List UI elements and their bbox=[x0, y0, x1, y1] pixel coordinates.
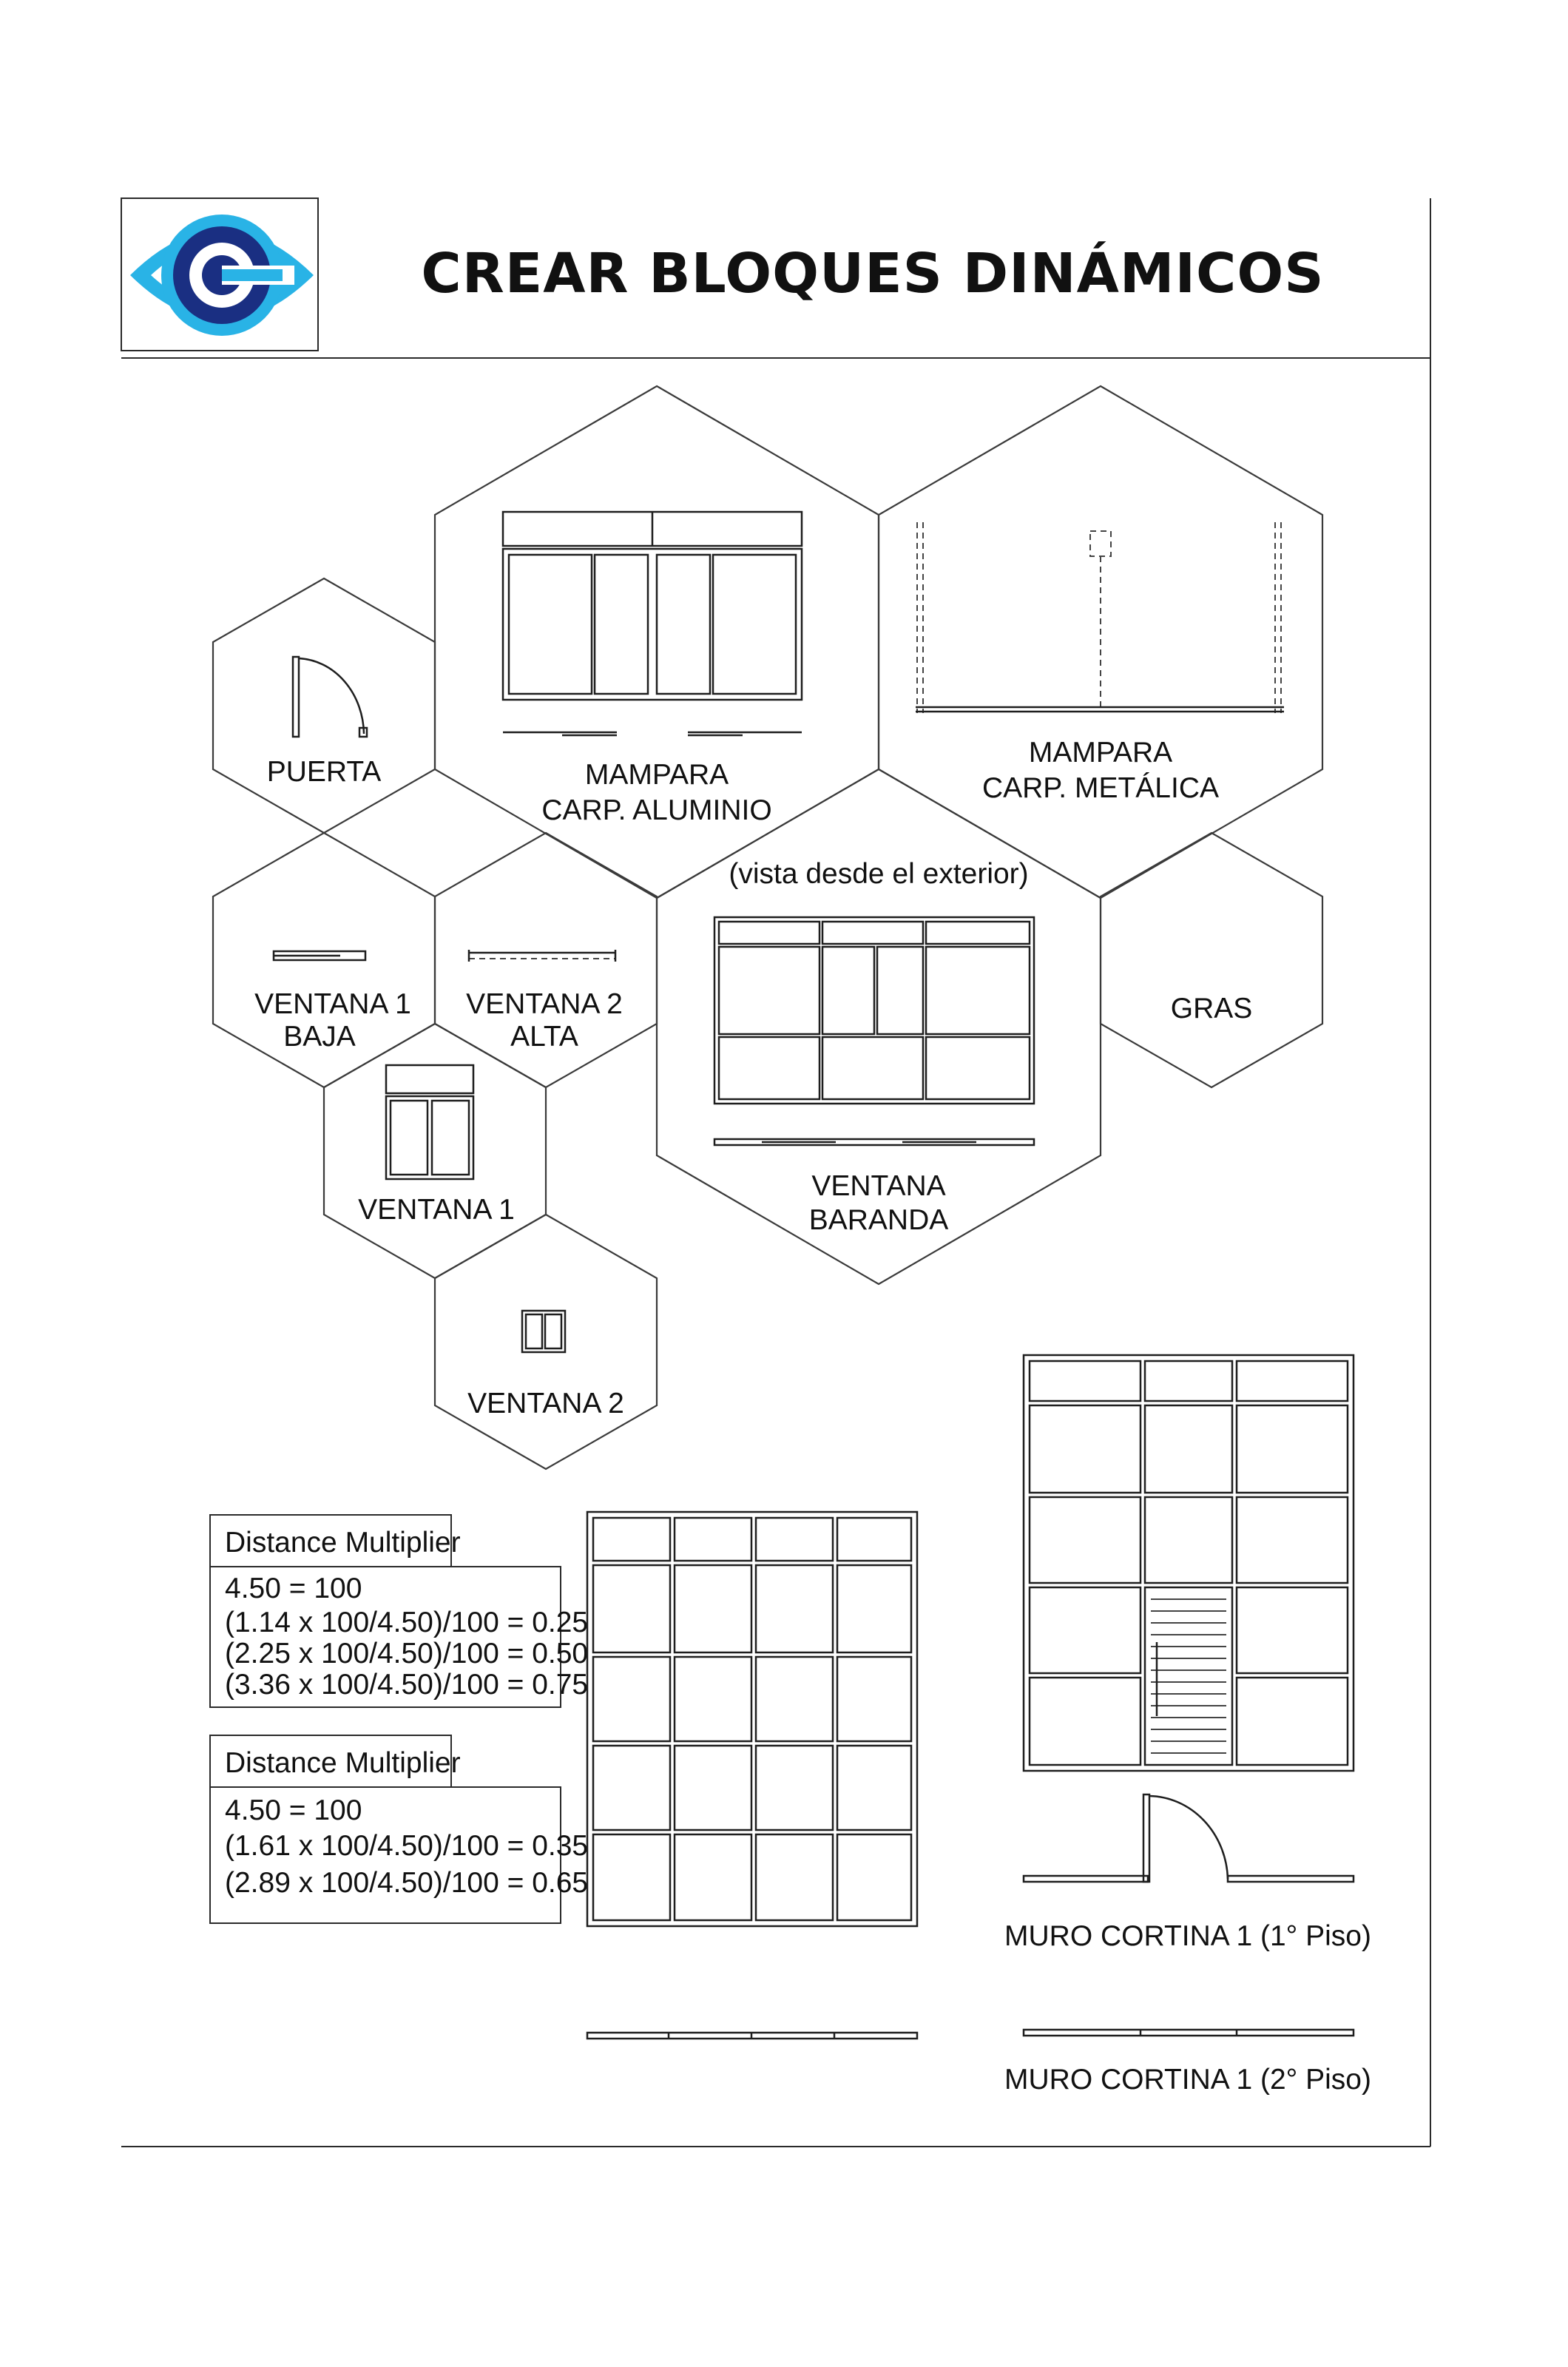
mampara-aluminio-elevation bbox=[503, 512, 802, 735]
distance-multiplier-table-1 bbox=[210, 1515, 588, 1707]
multiplier-line: (1.14 x 100/4.50)/100 = 0.25 bbox=[225, 1607, 589, 1638]
ventana1-baja-plan bbox=[274, 951, 365, 960]
eye-logo-icon bbox=[130, 215, 314, 336]
hexagon-labels bbox=[254, 737, 1252, 1419]
muro-cortina-plan-piso1 bbox=[1024, 1794, 1354, 1882]
curtain-wall-grid bbox=[587, 1512, 917, 2039]
label-mampara-aluminio-1: MAMPARA bbox=[584, 759, 729, 791]
multiplier-line: 4.50 = 100 bbox=[225, 1573, 362, 1604]
label-vista-exterior: (vista desde el exterior) bbox=[729, 858, 1029, 890]
label-puerta: PUERTA bbox=[266, 756, 382, 788]
multiplier-header: Distance Multiplier bbox=[225, 1747, 461, 1779]
distance-multiplier-table-2 bbox=[210, 1735, 588, 1923]
door-panel bbox=[1145, 1587, 1232, 1765]
label-ventana-baranda-2: BARANDA bbox=[808, 1204, 949, 1236]
label-muro-piso1: MURO CORTINA 1 (1° Piso) bbox=[1004, 1920, 1371, 1952]
ventana2-elevation bbox=[522, 1311, 565, 1352]
mampara-metalica-elevation bbox=[916, 522, 1284, 713]
label-muro-piso2: MURO CORTINA 1 (2° Piso) bbox=[1004, 2064, 1371, 2096]
label-ventana1-baja-2: BAJA bbox=[283, 1021, 356, 1053]
label-ventana2: VENTANA 2 bbox=[467, 1388, 624, 1419]
label-mampara-metalica-2: CARP. METÁLICA bbox=[981, 772, 1220, 804]
muro-cortina-elevation bbox=[1024, 1355, 1354, 1771]
multiplier-line: 4.50 = 100 bbox=[225, 1794, 362, 1826]
ventana-baranda-elevation bbox=[714, 917, 1034, 1145]
hex-puerta bbox=[213, 578, 435, 833]
door-symbol bbox=[293, 657, 367, 737]
label-ventana1: VENTANA 1 bbox=[358, 1194, 515, 1226]
label-ventana2-alta-2: ALTA bbox=[510, 1021, 578, 1053]
label-ventana2-alta-1: VENTANA 2 bbox=[466, 988, 623, 1020]
label-mampara-aluminio-2: CARP. ALUMINIO bbox=[541, 794, 772, 826]
ventana1-elevation bbox=[386, 1065, 473, 1179]
label-mampara-metalica-1: MAMPARA bbox=[1028, 737, 1173, 769]
label-ventana-baranda-1: VENTANA bbox=[811, 1170, 946, 1202]
ventana2-alta-plan bbox=[469, 950, 615, 962]
label-ventana1-baja-1: VENTANA 1 bbox=[254, 988, 411, 1020]
hex-ventana1 bbox=[324, 1024, 546, 1278]
label-gras: GRAS bbox=[1170, 993, 1253, 1024]
multiplier-header: Distance Multiplier bbox=[225, 1527, 461, 1559]
logo bbox=[121, 198, 318, 351]
multiplier-line: (2.25 x 100/4.50)/100 = 0.50 bbox=[225, 1638, 589, 1669]
multiplier-line: (2.89 x 100/4.50)/100 = 0.65 bbox=[225, 1867, 589, 1899]
muro-cortina-plan-piso2 bbox=[1024, 2030, 1354, 2036]
hex-gras bbox=[1101, 833, 1322, 1087]
multiplier-line: (3.36 x 100/4.50)/100 = 0.75 bbox=[225, 1669, 589, 1701]
multiplier-line: (1.61 x 100/4.50)/100 = 0.35 bbox=[225, 1830, 589, 1862]
page-title: CREAR BLOQUES DINÁMICOS bbox=[421, 242, 1325, 305]
